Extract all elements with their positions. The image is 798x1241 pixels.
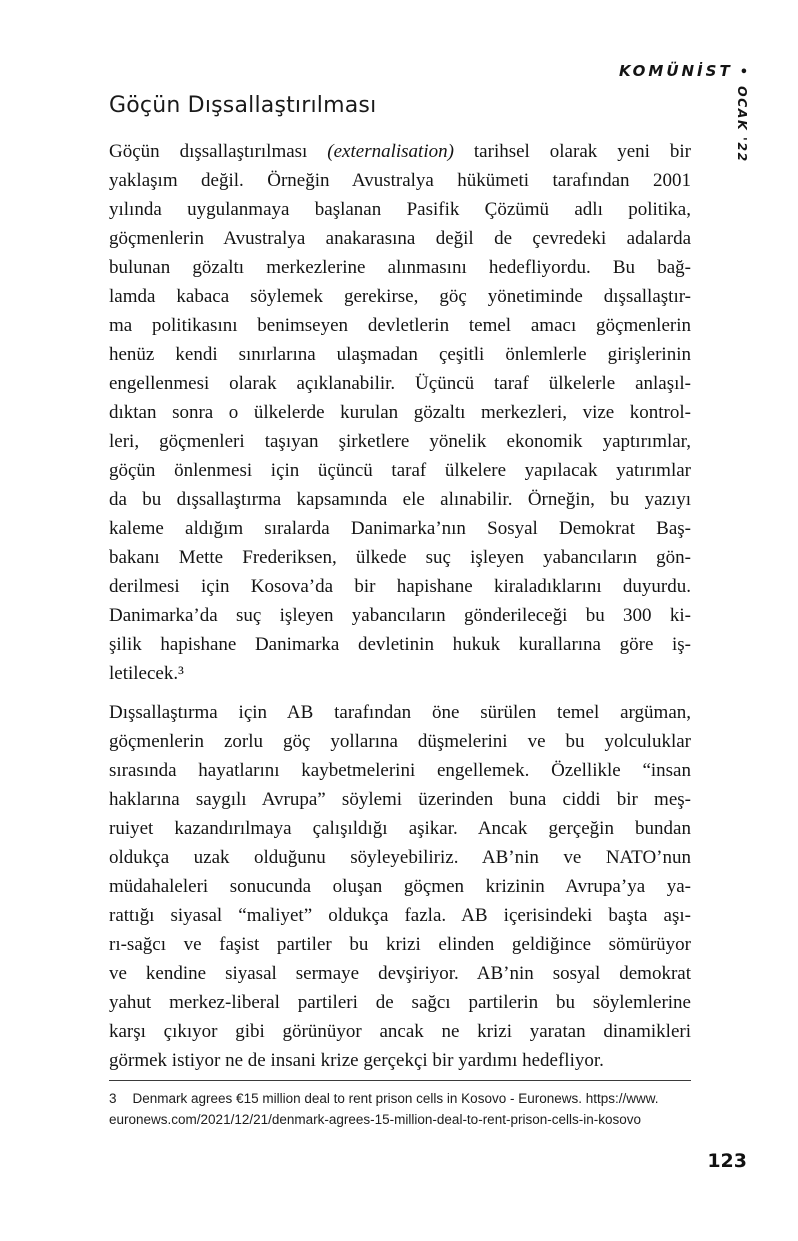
- issue-label: OCAK '22: [735, 86, 750, 163]
- text-line: rattığı siyasal “maliyet” oldukça fazla. AB içerisindeki başta aşı-: [109, 905, 691, 926]
- text-line: lamda kabaca söylemek gerekirse, göç yönetiminde dışsallaştır-: [109, 286, 691, 307]
- journal-header: [619, 62, 748, 80]
- text-line: derilmesi için Kosova’da bir hapishane kiraladıklarını duyurdu.: [109, 576, 691, 597]
- footnote: [109, 1080, 691, 1130]
- text-line: henüz kendi sınırlarına ulaşmadan çeşitli önlemlerle girişlerinin: [109, 344, 691, 365]
- text-line: yılında uygulanmaya başlanan Pasifik Çözümü adlı politika,: [109, 199, 691, 220]
- text-line: göçün önlenmesi için üçüncü taraf ülkelere yapılacak yatırımlar: [109, 460, 691, 481]
- footnote-marker: 3: [109, 1091, 117, 1106]
- text-line: ma politikasını benimseyen devletlerin temel amacı göçmenlerin: [109, 315, 691, 336]
- footnote-line-1: [109, 1088, 691, 1109]
- text-line: engellenmesi olarak açıklanabilir. Üçüncü taraf ülkelerle anlaşıl-: [109, 373, 691, 394]
- text-line: Danimarka’da suç işleyen yabancıların gönderileceği bu 300 ki-: [109, 605, 691, 626]
- footnote-divider: [109, 1080, 691, 1081]
- text-line: göçmenlerin zorlu göç yollarına düşmelerini ve bu yolculuklar: [109, 731, 691, 752]
- text-line: Dışsallaştırma için AB tarafından öne sürülen temel argüman,: [109, 702, 691, 723]
- footnote-text-1: Denmark agrees €15 million deal to rent prison cells in Kosovo - Euronews. https://www.: [132, 1091, 659, 1106]
- text-line: leri, göçmenleri taşıyan şirketlere yönelik ekonomik yaptırımlar,: [109, 431, 691, 452]
- text-line: ruiyet kazandırılmaya çalışıldığı aşikar. Ancak gerçeğin bundan: [109, 818, 691, 839]
- paragraph: [109, 698, 691, 1075]
- text-line: göçmenlerin Avustralya anakarasına değil de çevredeki adalarda: [109, 228, 691, 249]
- paragraph: [109, 137, 691, 688]
- text-line: haklarına saygılı Avrupa” söylemi üzerinden buna ciddi bir meş-: [109, 789, 691, 810]
- text-line: letilecek.³: [109, 663, 184, 684]
- text-line: oldukça uzak olduğunu söyleyebiliriz. AB’nin ve NATO’nun: [109, 847, 691, 868]
- text-line: ve kendine siyasal sermaye devşiriyor. AB’nin sosyal demokrat: [109, 963, 691, 984]
- article-title: Göçün Dışsallaştırılması: [109, 93, 377, 118]
- text-line: Göçün dışsallaştırılması (externalisation) tarihsel olarak yeni bir: [109, 141, 691, 162]
- text-line: görmek istiyor ne de insani krize gerçekçi bir yardımı hedefliyor.: [109, 1050, 604, 1071]
- text-line: müdahaleleri sonucunda oluşan göçmen krizinin Avrupa’ya ya-: [109, 876, 691, 897]
- text-line: dıktan sonra o ülkelerde kurulan gözaltı merkezleri, vize kontrol-: [109, 402, 691, 423]
- text-line: kaleme aldığım sıralarda Danimarka’nın Sosyal Demokrat Baş-: [109, 518, 691, 539]
- text-line: karşı çıkıyor gibi görünüyor ancak ne krizi yaratan dinamikleri: [109, 1021, 691, 1042]
- footnote-line-2: euronews.com/2021/12/21/denmark-agrees-15-million-deal-to-rent-prison-cells-in-kosovo: [109, 1112, 641, 1127]
- article-body: [109, 137, 691, 1075]
- page-number: 123: [707, 1150, 747, 1172]
- bullet-icon: •: [739, 65, 748, 80]
- text-line: da bu dışsallaştırma kapsamında ele alınabilir. Örneğin, bu yazıyı: [109, 489, 691, 510]
- text-line: yahut merkez-liberal partileri de sağcı partilerin bu söylemlerine: [109, 992, 691, 1013]
- text-line: rı-sağcı ve faşist partiler bu krizi elinden geldiğince sömürüyor: [109, 934, 691, 955]
- text-line: bulunan gözaltı merkezlerine alınmasını hedefliyordu. Bu bağ-: [109, 257, 691, 278]
- journal-title: KOMÜNİST: [618, 62, 733, 80]
- text-line: yaklaşım değil. Örneğin Avustralya hükümeti tarafından 2001: [109, 170, 691, 191]
- text-line: sırasında hayatlarını kaybetmelerini engellemek. Özellikle “insan: [109, 760, 691, 781]
- text-line: bakanı Mette Frederiksen, ülkede suç işleyen yabancıların gön-: [109, 547, 691, 568]
- text-line: şilik hapishane Danimarka devletinin hukuk kurallarına göre iş-: [109, 634, 691, 655]
